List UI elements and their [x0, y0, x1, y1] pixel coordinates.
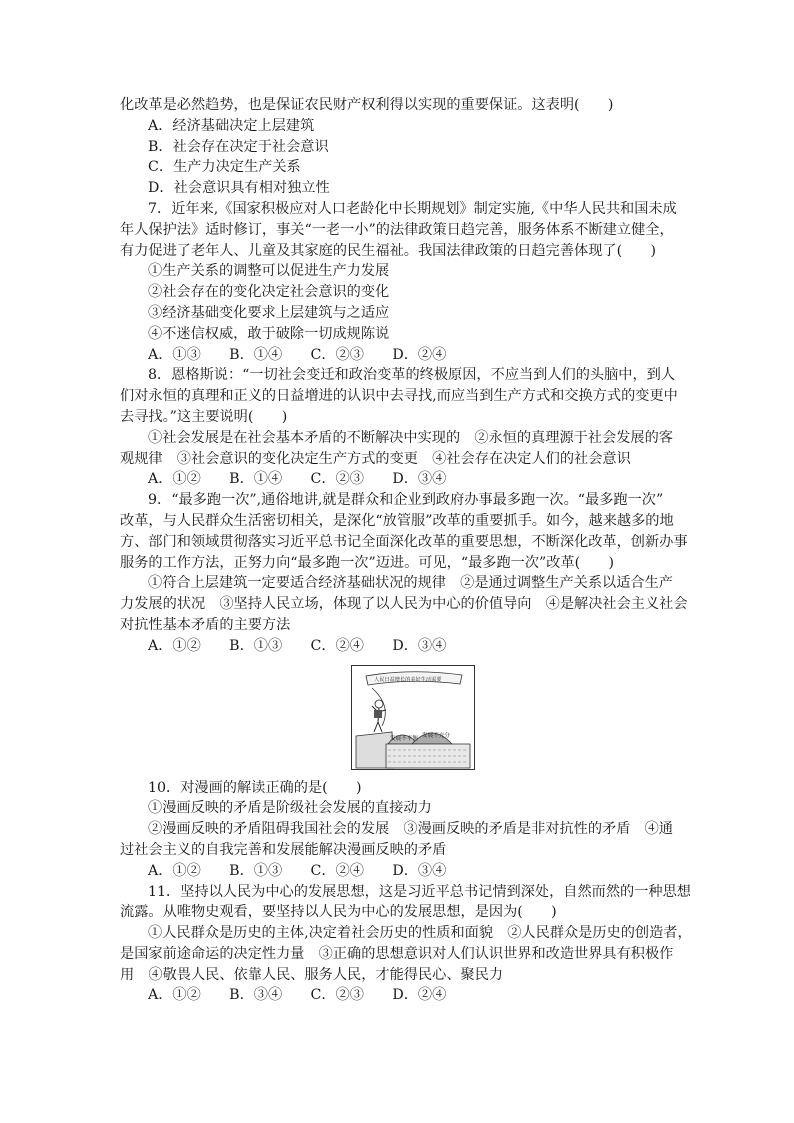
q7-statement-2: ②社会存在的变化决定社会意识的变化: [148, 284, 390, 301]
q8-stem-line2: 们对永恒的真理和正义的日益增进的认识中去寻找,而应当到生产方式和交换方式的变更中: [120, 388, 678, 405]
q11-stem-line1: 11．坚持以人民为中心的发展思想，这是习近平总书记情到深处，自然而然的一种思想: [148, 883, 691, 900]
q9-statements-line3: 对抗性基本矛盾的主要方法: [120, 616, 291, 633]
q8-stem-line3: 去寻找。”这主要说明( ): [120, 408, 288, 425]
q9-statements-line1: ①符合上层建筑一定要适合经济基础状况的规律 ②是通过调整生产关系以适合生产: [148, 575, 673, 592]
q6-option-b: B．社会存在决定于社会意识: [148, 138, 329, 155]
q10-statements-line2: ②漫画反映的矛盾阻碍我国社会的发展 ③漫画反映的矛盾是非对抗性的矛盾 ④通: [148, 821, 673, 838]
cartoon-label-inadequate: 发展不充分: [422, 732, 450, 739]
q6-option-d: D．社会意识具有相对独立性: [148, 180, 330, 197]
q7-stem-line1: 7．近年来,《国家积极应对人口老龄化中长期规划》制定实施,《中华人民共和国未成: [148, 200, 677, 217]
q9-stem-line2: 改革，与人民群众生活密切相关，是深化“放管服”改革的重要抓手。如今，越来越多的地: [120, 512, 674, 529]
q9-statements-line2: 力发展的状况 ③坚持人民立场，体现了以人民为中心的价值导向 ④是解决社会主义社会: [120, 596, 688, 613]
q7-stem-line2: 年人保护法》适时修订，事关“一老一小”的法律政策日趋完善，服务体系不断建立健全，: [120, 221, 674, 238]
cartoon-banner-text: 人民日益增长的美好生活需要: [374, 676, 442, 683]
q7-options: A．①③ B．①④ C．②③ D．②④: [148, 346, 447, 363]
q9-stem-line4: 服务的工作方法，正努力向“最多跑一次”迈进。可见，“最多跑一次”改革( ): [120, 554, 615, 571]
exam-page: [120, 95, 692, 1006]
q10-stem: 10．对漫画的解读正确的是( ): [148, 779, 362, 796]
cartoon-figure: [351, 665, 475, 770]
q9-stem-line1: 9．“最多跑一次”,通俗地讲,就是群众和企业到政府办事最多跑一次。“最多跑一次”: [148, 492, 664, 509]
cartoon-label-unbalanced: 发展不平衡: [390, 735, 418, 742]
q10-statements-line3: 过社会主义的自我完善和发展能解决漫画反映的矛盾: [120, 841, 447, 858]
q11-options: A．①② B．③④ C．②③ D．②④: [148, 987, 447, 1004]
q7-statement-4: ④不迷信权威，敢于破除一切成规陈说: [148, 325, 390, 342]
q9-stem-line3: 方、部门和领域贯彻落实习近平总书记全面深化改革的重要思想，不断深化改革，创新办事: [120, 533, 688, 550]
q6-option-a: A．经济基础决定上层建筑: [148, 117, 315, 134]
q7-statement-1: ①生产关系的调整可以促进生产力发展: [148, 263, 390, 280]
q10-statement-1: ①漫画反映的矛盾是阶级社会发展的直接动力: [148, 800, 432, 817]
q6-option-c: C．生产力决定生产关系: [148, 159, 301, 176]
q10-options: A．①② B．①③ C．②④ D．③④: [148, 862, 447, 879]
q9-options: A．①② B．①③ C．②④ D．③④: [148, 637, 447, 654]
q7-stem-line3: 有力促进了老年人、儿童及其家庭的民生福祉。我国法律政策的日趋完善体现了( ): [120, 242, 657, 259]
q7-statement-3: ③经济基础变化要求上层建筑与之适应: [148, 304, 390, 321]
q11-statements-line1: ①人民群众是历史的主体,决定着社会历史的性质和面貌 ②人民群众是历史的创造者，: [148, 925, 692, 942]
q11-statements-line3: 用 ④敬畏人民、依靠人民、服务人民，才能得民心、聚民力: [120, 966, 504, 983]
q8-statements-line2: 观规律 ③社会意识的变化决定生产方式的变更 ④社会存在决定人们的社会意识: [120, 450, 631, 467]
q8-stem-line1: 8．恩格斯说：“一切社会变迁和政治变革的终极原因，不应当到人们的头脑中，到人: [148, 367, 676, 384]
q8-options: A．①② B．①④ C．②③ D．③④: [148, 471, 447, 488]
q11-stem-line2: 流露。从唯物史观看，要坚持以人民为中心的发展思想，是因为( ): [120, 904, 557, 921]
q11-statements-line2: 是国家前途命运的决定性力量 ③正确的思想意识对人们认识世界和改造世界具有积极作: [120, 945, 674, 962]
q6-stem-tail: 化改革是必然趋势，也是保证农民财产权利得以实现的重要保证。这表明( ): [120, 97, 614, 113]
q8-statements-line1: ①社会发展是在社会基本矛盾的不断解决中实现的 ②永恒的真理源于社会发展的客: [148, 429, 673, 446]
